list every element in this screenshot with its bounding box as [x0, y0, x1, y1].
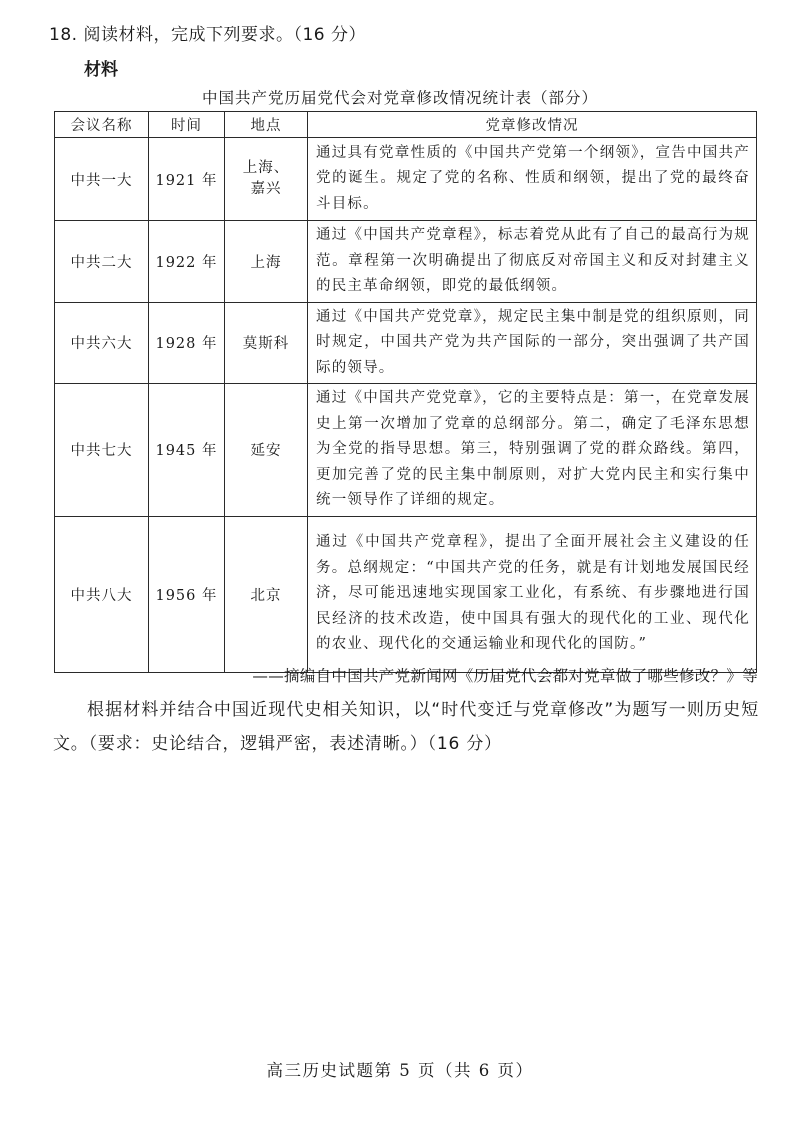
row-meeting-name: 中共八大: [55, 516, 149, 672]
page-footer: 高三历史试题第 5 页（共 6 页）: [266, 1061, 534, 1080]
row-place-line: 嘉兴: [250, 181, 282, 197]
row-meeting-name: 中共七大: [55, 384, 149, 517]
row-year: 1922 年: [149, 221, 225, 303]
row-year: 1945 年: [149, 384, 225, 517]
table-row: [55, 302, 757, 384]
source-citation: ——摘编自中国共产党新闻网《历届党代会都对党章做了哪些修改？》等: [252, 667, 758, 685]
row-meeting-name: 中共六大: [55, 302, 149, 384]
question-title: 18. 阅读材料，完成下列要求。（16 分）: [49, 25, 366, 45]
revision-table: [54, 111, 757, 673]
header-revision: 党章修改情况: [308, 112, 757, 138]
question-prompt: 根据材料并结合中国近现代史相关知识，以“时代变迁与党章修改”为题写一则历史短文。（要求：史论结合，逻辑严密，表述清晰。）（16 分）: [53, 700, 759, 754]
row-description: 通过《中国共产党党章》，它的主要特点是：第一，在党章发展史上第一次增加了党章的总纲部分。第二，确定了毛泽东思想为全党的指导思想。第三，特别强调了党的群众路线。第四，更加完善了党的民主集中制原则，对扩大党内民主和实行集中统一领导作了详细的规定。: [308, 384, 757, 517]
table-caption: 中国共产党历届党代会对党章修改情况统计表（部分）: [201, 89, 598, 107]
header-place: 地点: [225, 112, 308, 138]
row-year: 1928 年: [149, 302, 225, 384]
row-place: 莫斯科: [225, 302, 308, 384]
row-description: 通过《中国共产党党章》，规定民主集中制是党的组织原则，同时规定，中国共产党为共产国际的一部分，突出强调了共产国际的领导。: [308, 302, 757, 384]
row-meeting-name: 中共二大: [55, 221, 149, 303]
row-place: 北京: [225, 516, 308, 672]
row-meeting-name: 中共一大: [55, 138, 149, 221]
row-year: 1921 年: [149, 138, 225, 221]
header-time: 时间: [149, 112, 225, 138]
row-year: 1956 年: [149, 516, 225, 672]
row-description: 通过《中国共产党章程》，标志着党从此有了自己的最高行为规范。章程第一次明确提出了彻底反对帝国主义和反对封建主义的民主革命纲领，即党的最低纲领。: [308, 221, 757, 303]
material-label: 材料: [84, 60, 118, 80]
header-meeting-name: 会议名称: [55, 112, 149, 138]
row-description: 通过《中国共产党章程》，提出了全面开展社会主义建设的任务。总纲规定：“中国共产党的任务，就是有计划地发展国民经济，尽可能迅速地实现国家工业化，有系统、有步骤地进行国民经济的技术改造，使中国具有强大的现代化的工业、现代化的农业、现代化的交通运输业和现代化的国防。”: [308, 516, 757, 672]
row-place: 上海: [225, 221, 308, 303]
table-header-row: [55, 112, 757, 138]
table-row: [55, 516, 757, 672]
table-row: [55, 138, 757, 221]
row-place: 延安: [225, 384, 308, 517]
row-description: 通过具有党章性质的《中国共产党第一个纲领》，宣告中国共产党的诞生。规定了党的名称、性质和纲领，提出了党的最终奋斗目标。: [308, 138, 757, 221]
table-row: [55, 384, 757, 517]
row-place: [225, 138, 308, 221]
row-place-line: 上海、: [242, 160, 290, 176]
table-row: [55, 221, 757, 303]
